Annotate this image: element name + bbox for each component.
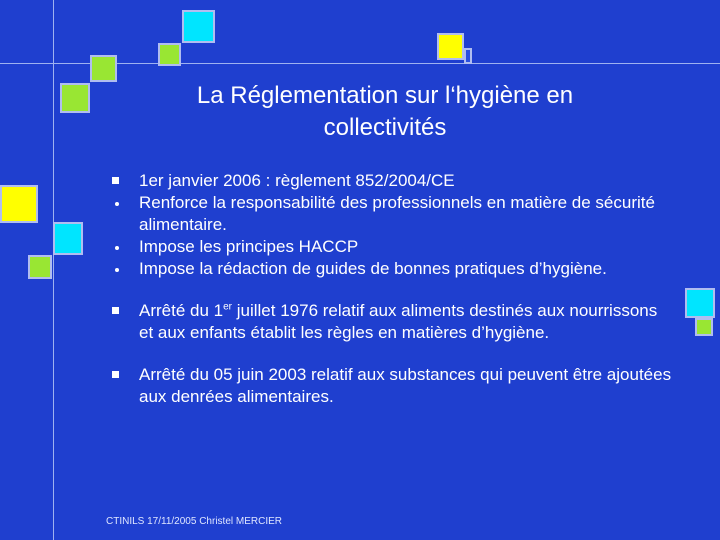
list-item bbox=[112, 236, 672, 258]
decor-square bbox=[28, 255, 52, 279]
decor-square bbox=[437, 33, 464, 60]
item-text-sup: er bbox=[223, 301, 233, 313]
item-text-after: juillet 1976 relatif aux aliments destinés aux nourrissons et aux enfants établit les règles en matières d’hygiène. bbox=[139, 301, 658, 342]
decor-square bbox=[695, 318, 713, 336]
slide-title: La Réglementation sur l‘hygiène en collectivités bbox=[196, 82, 574, 141]
square-bullet-icon bbox=[112, 371, 119, 378]
decor-square bbox=[0, 185, 38, 223]
list-item bbox=[112, 170, 672, 192]
dot-bullet-icon bbox=[115, 202, 119, 206]
decor-square bbox=[53, 222, 83, 255]
list-item bbox=[112, 364, 672, 408]
decor-square bbox=[60, 83, 90, 113]
item-text: Impose la rédaction de guides de bonnes pratiques d’hygiène. bbox=[139, 259, 607, 278]
square-bullet-icon bbox=[112, 177, 119, 184]
item-text-before: Arrêté du 1 bbox=[139, 301, 224, 320]
decor-square bbox=[158, 43, 181, 66]
decor-square bbox=[90, 55, 117, 82]
item-text: Impose les principes HACCP bbox=[139, 237, 359, 256]
slide-content bbox=[112, 170, 672, 408]
decor-line-left bbox=[53, 0, 54, 540]
dot-bullet-icon bbox=[115, 268, 119, 272]
item-text: 1er janvier 2006 : règlement 852/2004/CE bbox=[139, 171, 455, 190]
dot-bullet-icon bbox=[115, 246, 119, 250]
square-bullet-icon bbox=[112, 307, 119, 314]
list-item bbox=[112, 192, 672, 236]
decor-square bbox=[464, 48, 472, 64]
list-item bbox=[112, 258, 672, 280]
item-text: Renforce la responsabilité des professionnels en matière de sécurité alimentaire. bbox=[139, 193, 655, 234]
decor-square bbox=[182, 10, 215, 43]
item-text: Arrêté du 05 juin 2003 relatif aux substances qui peuvent être ajoutées aux denrées alimentaires. bbox=[139, 365, 672, 406]
decor-square bbox=[685, 288, 715, 318]
list-item bbox=[112, 300, 672, 344]
footer-text: CTINILS 17/11/2005 Christel MERCIER bbox=[106, 516, 282, 527]
